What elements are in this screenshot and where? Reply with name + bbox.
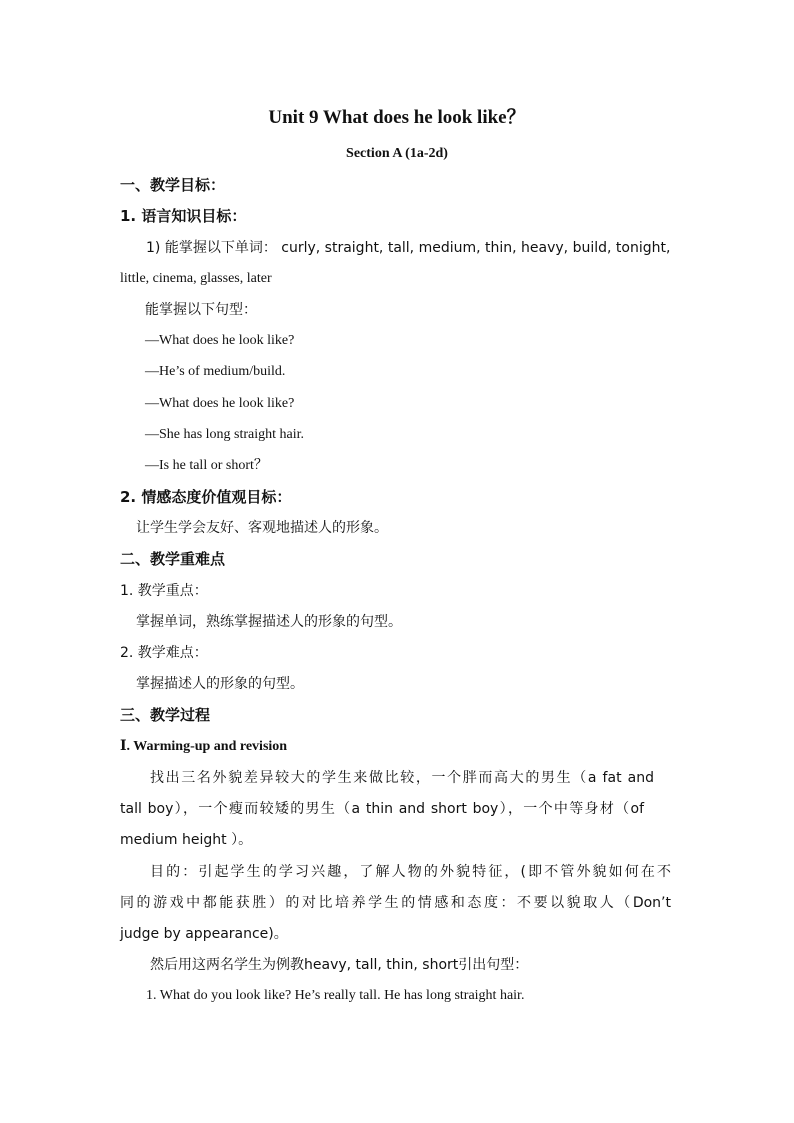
paragraph-line: 目的：引起学生的学习兴趣，了解人物的外貌特征，(即不管外貌如何在不 <box>150 864 671 880</box>
pattern-line: —She has long straight hair. <box>145 427 305 442</box>
vocab-line-1: 1) 能掌握以下单词： curly, straight, tall, medium, thin, heavy, build, tonight, <box>146 240 671 256</box>
pattern-line: —What does he look like? <box>145 396 295 411</box>
key-point-label: 1. 教学重点： <box>120 583 208 599</box>
patterns-heading: 能掌握以下句型： <box>145 302 257 318</box>
paragraph-line: 同的游戏中都能获胜）的对比培养学生的情感和态度：不要以貌取人（Don’t <box>120 895 671 911</box>
subsection-heading-language: 1. 语言知识目标： <box>120 207 247 225</box>
section-heading-process: 三、教学过程 <box>120 706 211 724</box>
key-point-text: 掌握单词，熟练掌握描述人的形象的句型。 <box>136 614 402 630</box>
difficulty-text: 掌握描述人的形象的句型。 <box>136 676 304 692</box>
difficulty-label: 2. 教学难点： <box>120 645 208 661</box>
paragraph-line: medium height ）。 <box>120 832 253 848</box>
vocab-line-2: little, cinema, glasses, later <box>120 271 272 286</box>
paragraph-line: 找出三名外貌差异较大的学生来做比较，一个胖而高大的男生（a fat and <box>150 770 654 786</box>
document-title: Unit 9 What does he look like？ <box>268 107 526 128</box>
section-heading-key-points: 二、教学重难点 <box>120 550 226 568</box>
subsection-heading-attitude: 2. 情感态度价值观目标： <box>120 488 292 506</box>
pattern-line: —What does he look like? <box>145 333 295 348</box>
section-heading-objectives: 一、教学目标： <box>120 176 226 194</box>
pattern-line: —He’s of medium/build. <box>145 364 286 379</box>
paragraph-line: tall boy），一个瘦而较矮的男生（a thin and short boy），一个中等身材（of <box>120 801 644 817</box>
pattern-line: —Is he tall or short？ <box>145 458 268 473</box>
example-sentence-line: 1. What do you look like? He’s really tall. He has long straight hair. <box>146 988 525 1003</box>
paragraph-line: 然后用这两名学生为例教heavy, tall, thin, short引出句型： <box>150 957 529 973</box>
attitude-text: 让学生学会友好、客观地描述人的形象。 <box>136 520 388 536</box>
document-subtitle: Section A (1a-2d) <box>346 146 448 161</box>
paragraph-line: judge by appearance)。 <box>120 926 288 942</box>
step-heading-warming-up: Ⅰ. Warming-up and revision <box>120 739 288 754</box>
